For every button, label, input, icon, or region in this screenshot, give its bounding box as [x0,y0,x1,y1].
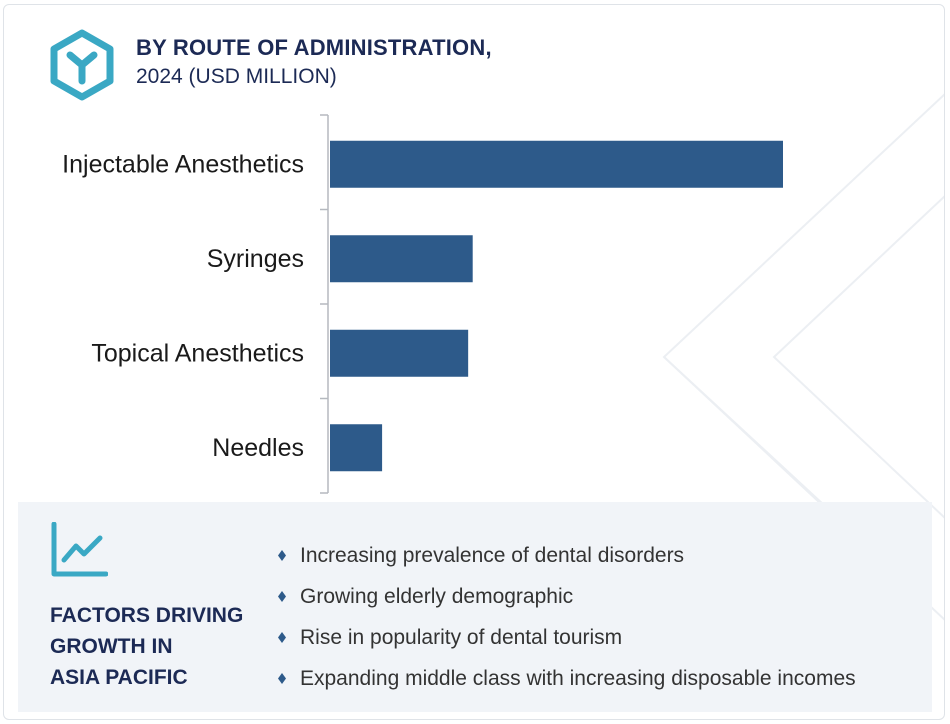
factors-title-line: ASIA PACIFIC [50,666,188,689]
bar-chart [4,5,945,505]
category-label: Needles [212,433,304,462]
factor-text: Increasing prevalence of dental disorders [300,544,685,567]
bar [330,330,468,377]
factor-item [272,585,856,626]
category-label: Topical Anesthetics [91,339,304,368]
factor-text: Rise in popularity of dental tourism [300,626,623,649]
infographic-card [3,4,945,720]
diamond-bullet-icon [278,673,286,684]
diamond-bullet-icon [278,632,286,643]
factors-panel [18,502,932,712]
bar [330,424,382,471]
factors-title-line: GROWTH IN [50,635,173,658]
factor-text: Expanding middle class with increasing disposable incomes [300,667,856,690]
factors-title-line: FACTORS DRIVING [50,604,244,627]
bar [330,141,783,188]
factor-item [272,626,856,667]
factors-list [272,544,856,708]
diamond-bullet-icon [278,550,286,561]
trend-chart-icon [50,522,108,578]
category-label: Injectable Anesthetics [62,150,304,179]
chart-title: BY ROUTE OF ADMINISTRATION, [136,35,492,60]
factor-item [272,544,856,585]
diamond-bullet-icon [278,591,286,602]
factor-item [272,667,856,708]
chart-subtitle: 2024 (USD MILLION) [136,65,337,88]
factor-text: Growing elderly demographic [300,585,574,608]
category-label: Syringes [206,244,304,273]
bar [330,235,473,282]
factors-title [50,600,270,693]
